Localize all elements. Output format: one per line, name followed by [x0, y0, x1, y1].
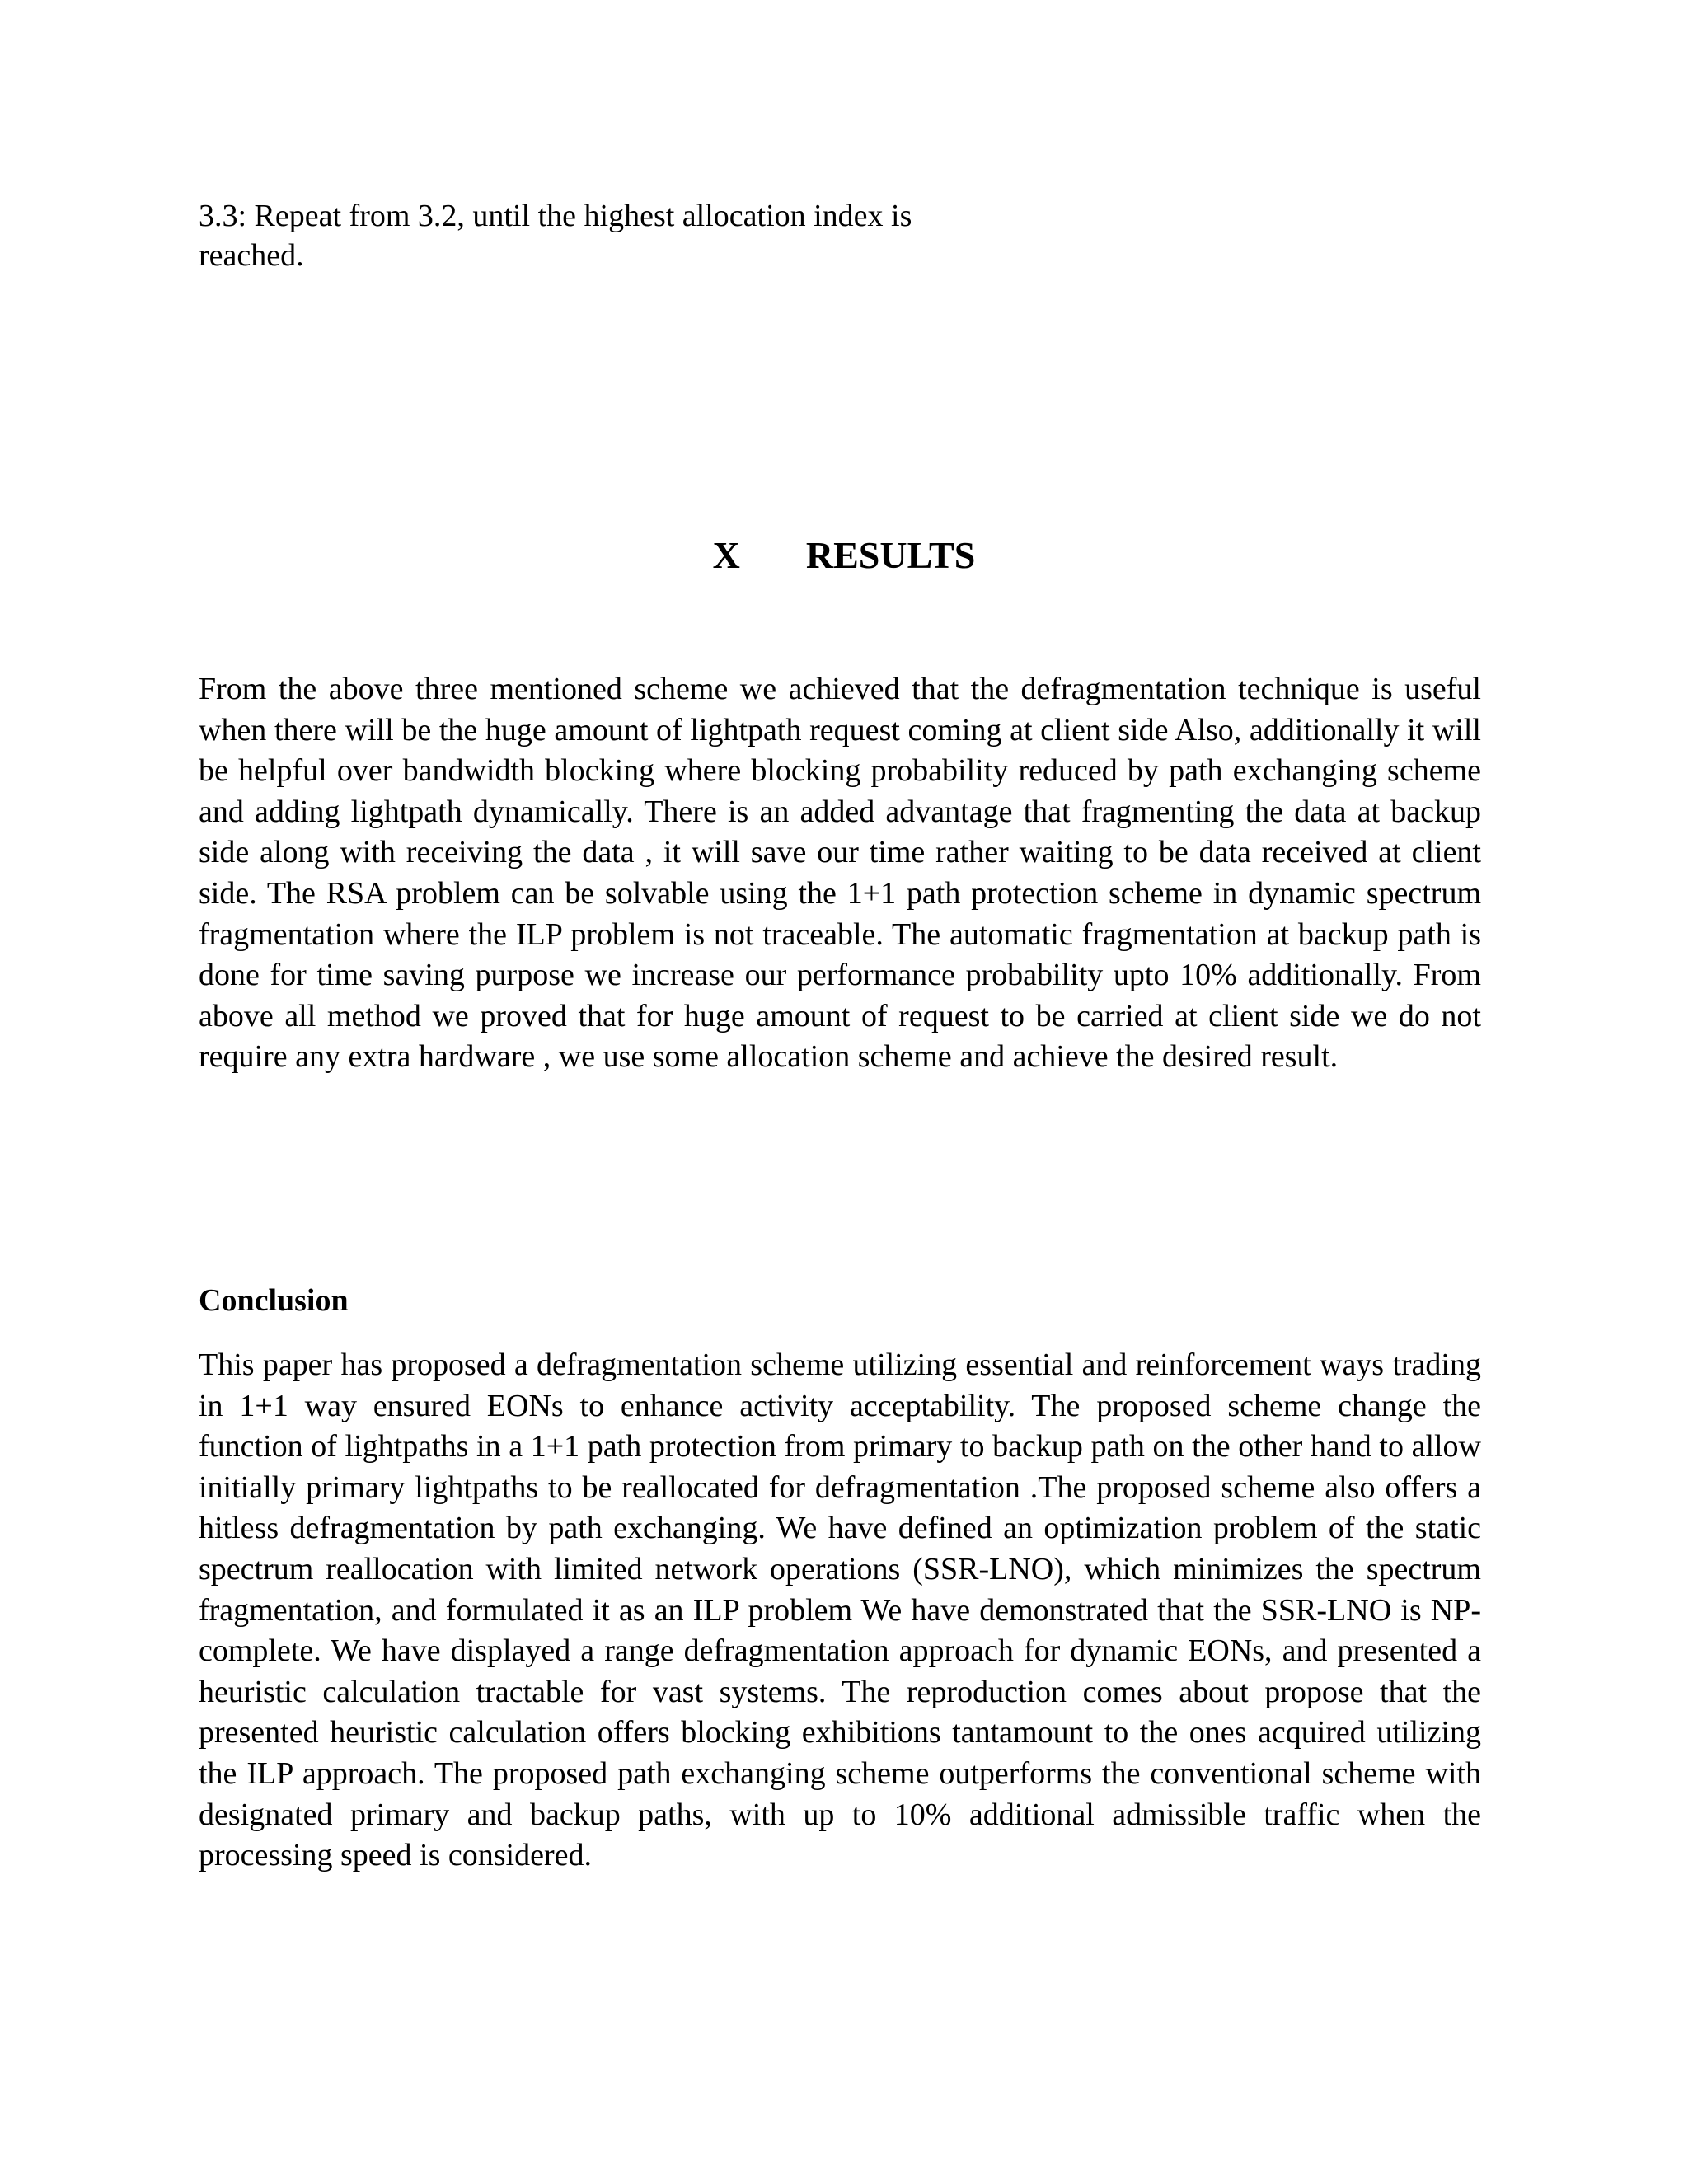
section-title: RESULTS — [805, 534, 976, 576]
results-paragraph: From the above three mentioned scheme we achieved that the defragmentation technique is useful when there will be the huge amount of lightpath request coming at client side Also, additionally it will be helpful over bandwidth blocking where blocking probability reduced by path exchanging scheme and adding lightpath dynamically. There is an added advantage that fragmenting the data at backup side along with receiving the data , it will save our time rather waiting to be data received at client side. The RSA problem can be solvable using the 1+1 path protection scheme in dynamic spectrum fragmentation where the ILP problem is not traceable. The automatic fragmentation at backup path is done for time saving purpose we increase our performance probability upto 10% additionally. From above all method we proved that for huge amount of request to be carried at client side we do not require any extra hardware , we use some allocation scheme and achieve the desired result. — [199, 672, 1481, 1075]
conclusion-heading: Conclusion — [199, 1283, 349, 1318]
algorithm-step-text: 3.3: Repeat from 3.2, until the highest allocation index is reached. — [199, 199, 912, 273]
results-section-heading — [0, 532, 1688, 579]
conclusion-paragraph: This paper has proposed a defragmentation scheme utilizing essential and reinforcement ways trading in 1+1 way ensured EONs to enhance activity acceptability. The proposed scheme change the function of lightpaths in a 1+1 path protection from primary to backup path on the other hand to allow initially primary lightpaths to be reallocated for defragmentation .The proposed scheme also offers a hitless defragmentation by path exchanging. We have defined an optimization problem of the static spectrum reallocation with limited network operations (SSR-LNO), which minimizes the spectrum fragmentation, and formulated it as an ILP problem We have demonstrated that the SSR-LNO is NP-complete. We have displayed a range defragmentation approach for dynamic EONs, and presented a heuristic calculation tractable for vast systems. The reproduction comes about propose that the presented heuristic calculation offers blocking exhibitions tantamount to the ones acquired utilizing the ILP approach. The proposed path exchanging scheme outperforms the conventional scheme with designated primary and backup paths, with up to 10% additional admissible traffic when the processing speed is considered. — [199, 1347, 1481, 1873]
section-number: X — [712, 534, 740, 576]
